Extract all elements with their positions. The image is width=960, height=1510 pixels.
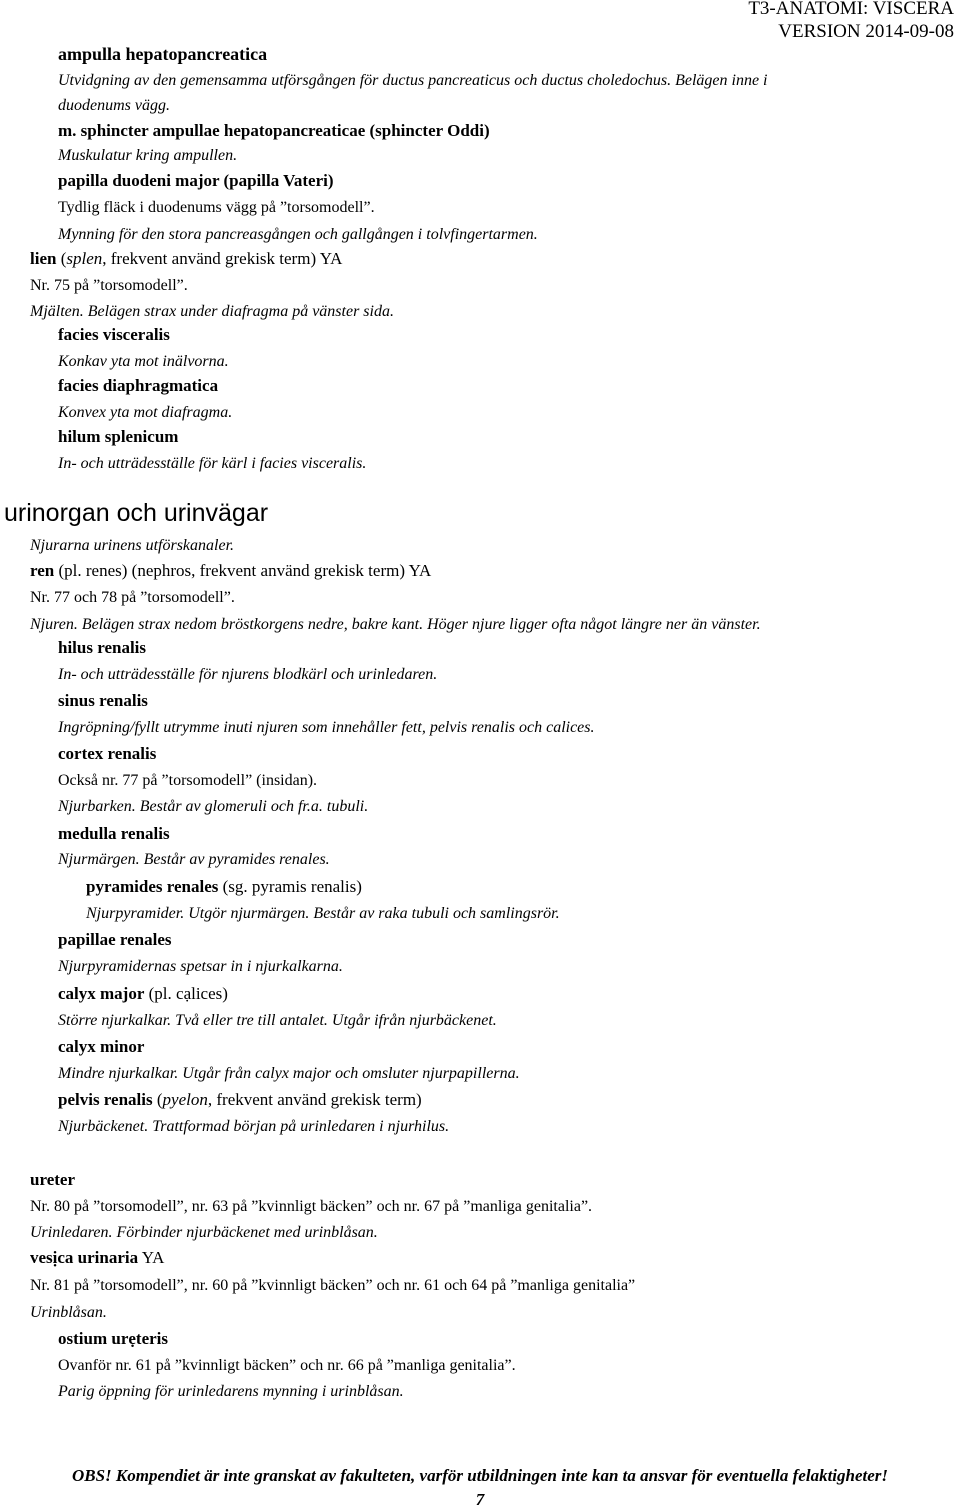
term-sinus-renalis: sinus renalis (58, 691, 148, 710)
term-sphincter-oddi: m. sphincter ampullae hepatopancreaticae (sphincter Oddi) (58, 121, 490, 140)
term-pelvis-name: pelvis renalis (58, 1090, 153, 1109)
desc-vesica-model: Nr. 81 på ”torsomodell”, nr. 60 på ”kvinnligt bäcken” och nr. 61 och 64 på ”manliga genitalia” (30, 1277, 636, 1294)
term-vesica-note: YA (138, 1248, 165, 1267)
desc-medulla: Njurmärgen. Består av pyramides renales. (58, 851, 330, 868)
term-papilla-duodeni-major: papilla duodeni major (58, 171, 220, 190)
term-lien-name: lien (30, 249, 57, 268)
term-calyx-minor: calyx minor (58, 1037, 145, 1056)
term-ureter: ureter (30, 1170, 75, 1189)
desc-ren-model: Nr. 77 och 78 på ”torsomodell”. (30, 589, 235, 606)
term-ren-name: ren (30, 561, 55, 580)
page-number: 7 (475, 1490, 485, 1509)
term-calyx-major-note: (pl. cạlices) (144, 984, 228, 1003)
desc-vesica: Urinblåsan. (30, 1304, 107, 1321)
desc-facies-diaphragmatica: Konvex yta mot diafragma. (58, 404, 233, 421)
term-calyx-major-name: calyx major (58, 984, 145, 1003)
desc-cortex: Njurbarken. Består av glomeruli och fr.a. tubuli. (58, 798, 369, 815)
term-pelvis-renalis (58, 1090, 422, 1110)
desc-ureter-model: Nr. 80 på ”torsomodell”, nr. 63 på ”kvinnligt bäcken” och nr. 67 på ”manliga genitalia”. (30, 1198, 593, 1215)
term-lien-splen: splen (66, 249, 103, 268)
term-vesica-urinaria (30, 1248, 164, 1268)
desc-papilla: Mynning för den stora pancreasgången och gallgången i tolvfingertarmen. (58, 226, 538, 243)
term-ren-note: (pl. renes) (nephros, frekvent använd grekisk term) YA (54, 561, 432, 580)
term-calyx-major (58, 984, 228, 1004)
term-facies-diaphragmatica: facies diaphragmatica (58, 376, 219, 395)
desc-sphincter: Muskulatur kring ampullen. (58, 147, 238, 164)
desc-papilla-model: Tydlig fläck i duodenums vägg på ”torsomodell”. (58, 199, 375, 216)
term-cortex-renalis: cortex renalis (58, 744, 157, 763)
term-pyramides (86, 877, 362, 897)
term-papillae-renales: papillae renales (58, 930, 172, 949)
desc-calyx-major: Större njurkalkar. Två eller tre till antalet. Utgår ifrån njurbäckenet. (58, 1012, 497, 1029)
desc-ren: Njuren. Belägen strax nedom bröstkorgens nedre, bakre kant. Höger njure ligger ofta något längre ner än vänster. (30, 616, 761, 633)
term-facies-visceralis: facies visceralis (58, 325, 170, 344)
desc-ampulla-line2: duodenums vägg. (58, 97, 170, 114)
term-ampulla-hepatopancreatica: ampulla hepatopancreatica (58, 44, 268, 64)
term-pyramides-note: (sg. pyramis renalis) (218, 877, 362, 896)
term-pyramides-name: pyramides renales (86, 877, 219, 896)
term-papilla-vateri: (papilla Vateri) (219, 171, 334, 190)
term-ostium-ureteris: ostium urẹteris (58, 1329, 169, 1348)
disclaimer-notice: OBS! Kompendiet är inte granskat av fakulteten, varför utbildningen inte kan ta ansvar för eventuella felaktigheter! (71, 1466, 889, 1485)
desc-papillae: Njurpyramidernas spetsar in i njurkalkarna. (58, 958, 343, 975)
desc-calyx-minor: Mindre njurkalkar. Utgår från calyx major och omsluter njurpapillerna. (58, 1065, 520, 1082)
term-hilum-splenicum: hilum splenicum (58, 427, 179, 446)
doc-title: T3-ANATOMI: VISCERA (748, 0, 954, 19)
term-ren (30, 561, 431, 581)
term-pelvis-paren: ( (152, 1090, 163, 1109)
desc-hilum-splenicum: In- och utträdesställe för kärl i facies visceralis. (58, 455, 367, 472)
desc-ostium: Parig öppning för urinledarens mynning i urinblåsan. (58, 1383, 404, 1400)
desc-sinus-renalis: Ingröpning/fyllt utrymme inuti njuren som innehåller fett, pelvis renalis och calices. (58, 719, 595, 736)
desc-ureter: Urinledaren. Förbinder njurbäckenet med urinblåsan. (30, 1224, 378, 1241)
term-lien-paren: ( (56, 249, 67, 268)
desc-ostium-model: Ovanför nr. 61 på ”kvinnligt bäcken” och nr. 66 på ”manliga genitalia”. (58, 1357, 516, 1374)
doc-version: VERSION 2014-09-08 (778, 21, 954, 42)
term-lien-note: , frekvent använd grekisk term) YA (102, 249, 343, 268)
term-lien (30, 249, 342, 269)
desc-facies-visceralis: Konkav yta mot inälvorna. (58, 353, 229, 370)
term-hilus-renalis: hilus renalis (58, 638, 147, 657)
desc-pelvis: Njurbäckenet. Trattformad början på urinledaren i njurhilus. (58, 1118, 450, 1135)
term-pelvis-note: , frekvent använd grekisk term) (207, 1090, 422, 1109)
desc-cortex-model: Också nr. 77 på ”torsomodell” (insidan). (58, 772, 318, 789)
term-pelvis-pyelon: pyelon (162, 1090, 208, 1109)
section-heading-urinorgan: urinorgan och urinvägar (4, 499, 269, 527)
desc-pyramides: Njurpyramider. Utgör njurmärgen. Består av raka tubuli och samlingsrör. (86, 905, 560, 922)
desc-lien-model: Nr. 75 på ”torsomodell”. (30, 277, 188, 294)
desc-njurarna: Njurarna urinens utförskanaler. (30, 537, 235, 554)
desc-hilus-renalis: In- och utträdesställe för njurens blodkärl och urinledaren. (58, 666, 438, 683)
desc-lien: Mjälten. Belägen strax under diafragma på vänster sida. (30, 303, 394, 320)
term-medulla-renalis: medulla renalis (58, 824, 170, 843)
term-vesica-name: vesịca urinaria (30, 1248, 139, 1267)
term-papilla-duodeni (58, 171, 334, 192)
desc-ampulla-line1: Utvidgning av den gemensamma utförsgången för ductus pancreaticus och ductus choledochus. Belägen inne i (58, 72, 768, 89)
